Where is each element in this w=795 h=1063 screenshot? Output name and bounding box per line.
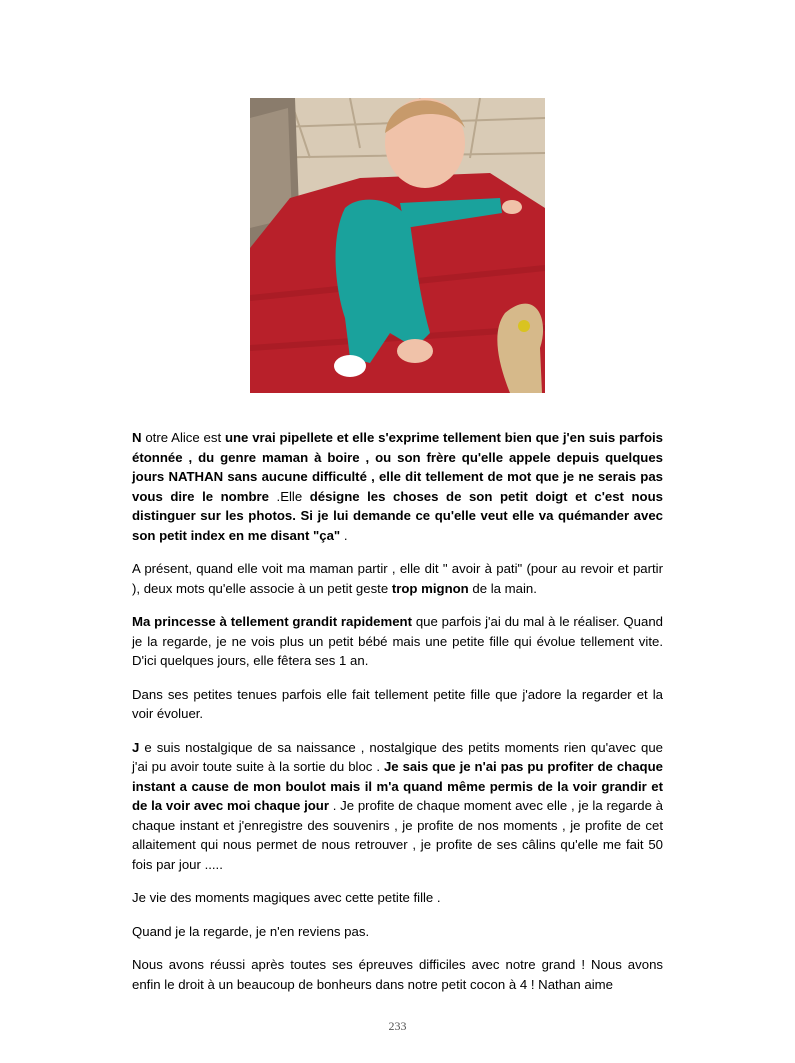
paragraph <box>132 559 663 598</box>
paragraph <box>132 955 663 994</box>
text-run: . <box>340 527 348 543</box>
text-run: Dans ses petites tenues parfois elle fait tellement petite fille que j'adore la regarder et la voir évoluer. <box>132 686 663 721</box>
paragraph <box>132 888 663 908</box>
text-run: Nous avons réussi après toutes ses épreuves difficiles avec notre grand ! Nous avons enfin le droit à un beaucoup de bonheurs dans notre petit cocon à 4 ! Nathan aime <box>132 957 663 992</box>
bold-text-run: désigne les choses de son petit doigt et c'est nous distinguer sur les photos. Si je lui demande ce qu'elle veut elle va quémander avec son petit index en me disant "ça" <box>132 488 663 543</box>
bold-text-run: une vrai pipellete et elle s'exprime tellement bien que j'en suis parfois étonnée , du genre maman à boire , ou son frère qu'elle appele depuis quelques jours NATHAN sans aucune difficulté , elle dit tellement de mot que je ne serais pas vous dire le nombre <box>132 430 663 504</box>
text-run: de la main. <box>468 580 537 596</box>
baby-photo <box>250 98 545 393</box>
paragraph <box>132 922 663 942</box>
bold-text-run: Ma princesse à tellement grandit rapidement <box>132 614 413 629</box>
bold-text-run: J <box>132 739 140 755</box>
paragraph <box>132 685 663 724</box>
text-run: que parfois j'ai du mal à le réaliser. Quand je la regarde, je ne vois plus un petit bébé mais une petite fille qui évolue tellement vite. D'ici quelques jours, elle fêtera ses 1 an. <box>132 614 663 668</box>
text-run: A présent, quand elle voit ma maman partir , elle dit " avoir à pati" (pour au revoir et partir ), deux mots qu'elle associe à un petit geste <box>132 561 663 596</box>
paragraph <box>132 612 663 671</box>
baby-photo-illustration <box>250 98 545 393</box>
text-run: e suis nostalgique de sa naissance , nostalgique des petits moments rien qu'avec que j'ai pu avoir toute suite à la sortie du bloc . <box>132 739 663 774</box>
bold-text-run: N <box>132 430 142 445</box>
text-run: .Elle <box>268 488 310 504</box>
text-run: otre Alice est <box>141 430 225 445</box>
bold-text-run: trop mignon <box>391 580 469 596</box>
text-run: Quand je la regarde, je n'en reviens pas. <box>132 923 370 939</box>
bold-text-run: Je sais que je n'ai pas pu profiter de chaque instant a cause de mon boulot mais il m'a quand même permis de la voir grandir et de la voir avec moi chaque jour <box>132 759 663 813</box>
article-body <box>132 428 663 1008</box>
text-run: Je vie des moments magiques avec cette petite fille . <box>132 890 441 905</box>
page-number: 233 <box>388 1019 407 1033</box>
text-run: . Je profite de chaque moment avec elle , je la regarde à chaque instant et j'enregistre des souvenirs , je profite de nos moments , je profite de cet allaitement qui nous permet de nous retrouver , je profite de ses câlins qu'elle me fait 50 fois par jour ..... <box>132 798 664 872</box>
paragraph <box>132 428 663 545</box>
paragraph <box>132 738 663 875</box>
